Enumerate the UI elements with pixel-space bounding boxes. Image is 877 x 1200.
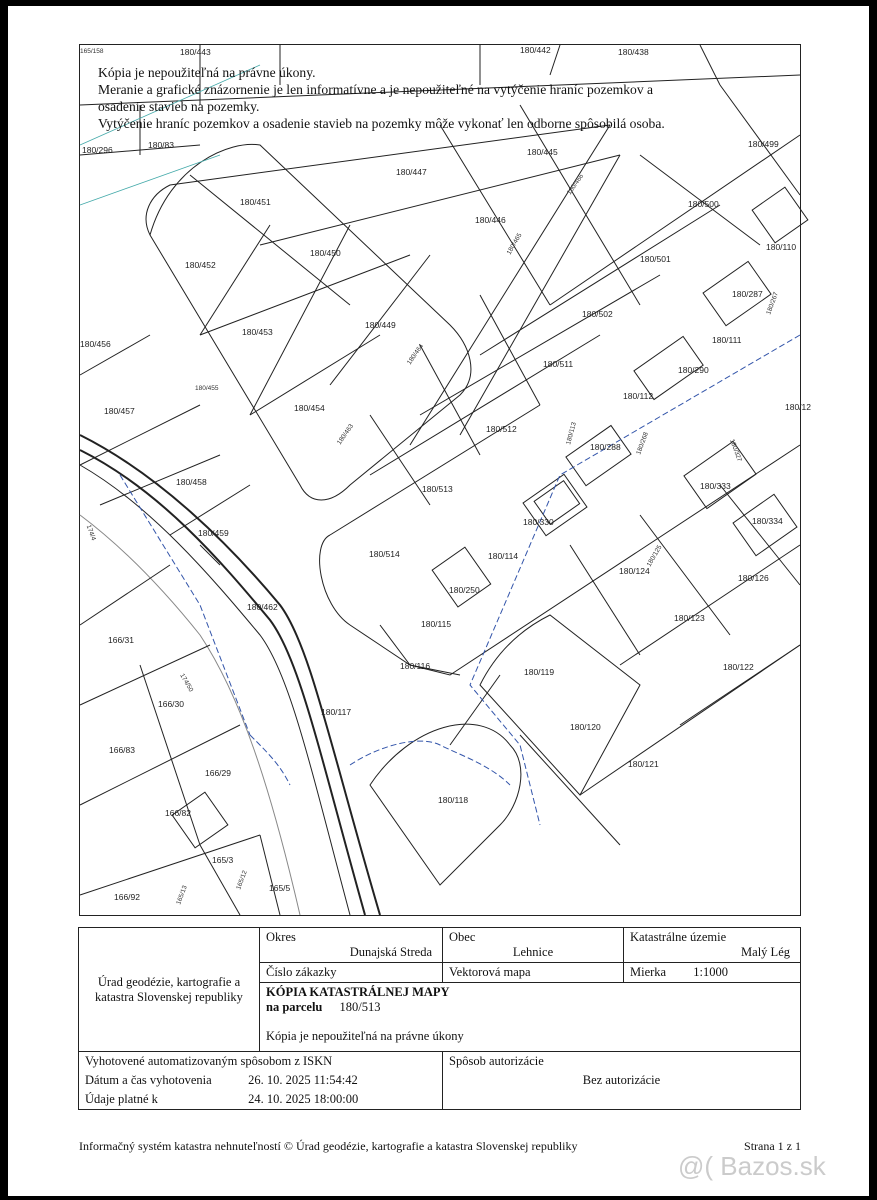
svg-text:180/445: 180/445 bbox=[527, 147, 558, 157]
doc-notice: Kópia je nepoužiteľná na právne úkony bbox=[266, 1029, 464, 1043]
svg-text:180/330: 180/330 bbox=[523, 517, 554, 527]
svg-text:180/267: 180/267 bbox=[765, 291, 780, 316]
valid-label: Údaje platné k bbox=[85, 1092, 158, 1106]
cadastral-map bbox=[79, 44, 811, 916]
svg-text:180/453: 180/453 bbox=[242, 327, 273, 337]
valid-value: 24. 10. 2025 18:00:00 bbox=[248, 1092, 359, 1106]
watermark-text: Bazos.sk bbox=[720, 1151, 826, 1181]
svg-text:180/12: 180/12 bbox=[785, 402, 811, 412]
svg-text:180/514: 180/514 bbox=[369, 549, 400, 559]
parcel-label: na parcelu bbox=[266, 1000, 323, 1014]
ku-value: Malý Lég bbox=[741, 945, 790, 959]
svg-text:180/124: 180/124 bbox=[619, 566, 650, 576]
svg-text:180/459: 180/459 bbox=[198, 528, 229, 538]
svg-text:166/29: 166/29 bbox=[205, 768, 231, 778]
svg-text:180/501: 180/501 bbox=[640, 254, 671, 264]
svg-text:174/50: 174/50 bbox=[178, 672, 195, 694]
ku-cell bbox=[624, 928, 801, 963]
notice-line-2: Meranie a grafické znázornenie je len informatívne a je nepoužiteľné na vytýčenie hraníc pozemkov a bbox=[98, 82, 654, 97]
watermark bbox=[678, 1151, 826, 1182]
svg-text:180/83: 180/83 bbox=[148, 140, 174, 150]
map-drawing bbox=[80, 45, 811, 915]
zakazka-cell bbox=[260, 963, 443, 983]
notice-line-4: Vytýčenie hraníc pozemkov a osadenie stavieb na pozemky môže vykonať len odborne spôsobilá osoba. bbox=[98, 116, 665, 131]
svg-text:180/466: 180/466 bbox=[565, 172, 586, 197]
footer-system: Informačný systém katastra nehnuteľností © Úrad geodézie, kartografie a katastra Slovenskej republiky bbox=[79, 1139, 578, 1153]
svg-text:180/499: 180/499 bbox=[748, 139, 779, 149]
title-cell bbox=[260, 983, 801, 1052]
footer-page: Strana 1 z 1 bbox=[744, 1139, 801, 1153]
doc-title: KÓPIA KATASTRÁLNEJ MAPY bbox=[266, 985, 450, 999]
svg-text:180/451: 180/451 bbox=[240, 197, 271, 207]
date-value: 26. 10. 2025 11:54:42 bbox=[248, 1073, 358, 1087]
svg-text:180/500: 180/500 bbox=[688, 199, 719, 209]
notice-line-3: osadenie stavieb na pozemky. bbox=[98, 99, 260, 114]
svg-text:180/268: 180/268 bbox=[635, 431, 650, 456]
scale-cell bbox=[624, 963, 801, 983]
svg-text:180/502: 180/502 bbox=[582, 309, 613, 319]
svg-text:165/3: 165/3 bbox=[212, 855, 234, 865]
svg-text:166/30: 166/30 bbox=[158, 699, 184, 709]
svg-text:180/512: 180/512 bbox=[486, 424, 517, 434]
scale-label: Mierka bbox=[630, 965, 667, 979]
svg-text:180/438: 180/438 bbox=[618, 47, 649, 57]
svg-text:180/462: 180/462 bbox=[247, 602, 278, 612]
svg-text:166/82: 166/82 bbox=[165, 808, 191, 818]
svg-text:180/464: 180/464 bbox=[405, 342, 426, 367]
svg-text:180/121: 180/121 bbox=[628, 759, 659, 769]
obec-label: Obec bbox=[449, 930, 476, 944]
svg-text:180/458: 180/458 bbox=[176, 477, 207, 487]
svg-text:180/465: 180/465 bbox=[505, 232, 524, 256]
svg-text:174/4: 174/4 bbox=[84, 523, 97, 542]
okres-cell bbox=[260, 928, 443, 963]
map-info-table bbox=[78, 927, 801, 1110]
obec-value: Lehnice bbox=[512, 945, 554, 959]
svg-text:180/327: 180/327 bbox=[728, 438, 743, 463]
obec-cell bbox=[443, 928, 624, 963]
parcel-number: 180/513 bbox=[339, 1000, 381, 1014]
svg-text:165/13: 165/13 bbox=[175, 884, 189, 906]
date-cell bbox=[79, 1071, 443, 1090]
auth-label-cell bbox=[443, 1052, 801, 1072]
svg-text:180/450: 180/450 bbox=[310, 248, 341, 258]
auth-value: Bez autorizácie bbox=[582, 1073, 661, 1087]
zakazka-label: Číslo zákazky bbox=[266, 965, 337, 979]
legal-notice bbox=[98, 64, 778, 132]
svg-text:180/287: 180/287 bbox=[732, 289, 763, 299]
svg-text:180/288: 180/288 bbox=[590, 442, 621, 452]
notice-line-1: Kópia je nepoužiteľná na právne úkony. bbox=[98, 65, 316, 80]
svg-text:180/452: 180/452 bbox=[185, 260, 216, 270]
svg-text:180/290: 180/290 bbox=[678, 365, 709, 375]
svg-text:165/5: 165/5 bbox=[269, 883, 291, 893]
svg-text:180/110: 180/110 bbox=[766, 242, 797, 252]
svg-text:180/456: 180/456 bbox=[80, 339, 111, 349]
svg-text:165/12: 165/12 bbox=[235, 869, 249, 891]
svg-text:180/122: 180/122 bbox=[723, 662, 754, 672]
valid-cell bbox=[79, 1090, 443, 1110]
svg-text:180/113: 180/113 bbox=[565, 421, 578, 446]
svg-text:180/118: 180/118 bbox=[438, 795, 469, 805]
svg-text:180/463: 180/463 bbox=[335, 422, 356, 447]
office-cell bbox=[79, 928, 260, 1052]
map-type: Vektorová mapa bbox=[449, 965, 531, 979]
svg-text:180/446: 180/446 bbox=[475, 215, 506, 225]
svg-text:166/31: 166/31 bbox=[108, 635, 134, 645]
svg-text:180/125: 180/125 bbox=[645, 544, 664, 568]
okres-value: Dunajská Streda bbox=[349, 945, 432, 959]
scale-value: 1:1000 bbox=[693, 965, 728, 979]
auth-value-cell bbox=[443, 1071, 801, 1090]
svg-text:180/333: 180/333 bbox=[700, 481, 731, 491]
okres-label: Okres bbox=[266, 930, 296, 944]
svg-text:166/92: 166/92 bbox=[114, 892, 140, 902]
svg-text:180/116: 180/116 bbox=[400, 661, 431, 671]
svg-text:180/117: 180/117 bbox=[321, 707, 352, 717]
svg-text:180/443: 180/443 bbox=[180, 47, 211, 57]
auth-label: Spôsob autorizácie bbox=[449, 1054, 544, 1068]
date-label: Dátum a čas vyhotovenia bbox=[85, 1073, 212, 1087]
svg-text:180/119: 180/119 bbox=[524, 667, 555, 677]
svg-text:180/123: 180/123 bbox=[674, 613, 705, 623]
svg-text:180/511: 180/511 bbox=[543, 359, 574, 369]
watermark-logo-icon: @( bbox=[678, 1151, 714, 1181]
svg-text:180/442: 180/442 bbox=[520, 45, 551, 55]
svg-text:166/83: 166/83 bbox=[109, 745, 135, 755]
svg-text:180/457: 180/457 bbox=[104, 406, 135, 416]
svg-text:180/111: 180/111 bbox=[712, 335, 742, 345]
svg-text:180/447: 180/447 bbox=[396, 167, 427, 177]
office-name: Úrad geodézie, kartografie a katastra Slovenskej republiky bbox=[95, 974, 243, 1004]
svg-text:180/126: 180/126 bbox=[738, 573, 769, 583]
ku-label: Katastrálne územie bbox=[630, 930, 727, 944]
svg-text:180/449: 180/449 bbox=[365, 320, 396, 330]
svg-text:180/250: 180/250 bbox=[449, 585, 480, 595]
svg-text:180/455: 180/455 bbox=[195, 385, 219, 392]
generated-cell bbox=[79, 1052, 443, 1072]
generated-by: Vyhotovené automatizovaným spôsobom z ISKN bbox=[85, 1054, 333, 1068]
empty-cell bbox=[443, 1090, 801, 1110]
svg-text:180/114: 180/114 bbox=[488, 551, 519, 561]
svg-text:180/120: 180/120 bbox=[570, 722, 601, 732]
svg-text:180/112: 180/112 bbox=[623, 391, 654, 401]
svg-text:180/454: 180/454 bbox=[294, 403, 325, 413]
svg-text:165/158: 165/158 bbox=[80, 48, 104, 55]
map-type-cell bbox=[443, 963, 624, 983]
svg-text:180/296: 180/296 bbox=[82, 145, 113, 155]
svg-text:180/334: 180/334 bbox=[752, 516, 783, 526]
svg-text:180/115: 180/115 bbox=[421, 619, 452, 629]
svg-text:180/513: 180/513 bbox=[422, 484, 453, 494]
